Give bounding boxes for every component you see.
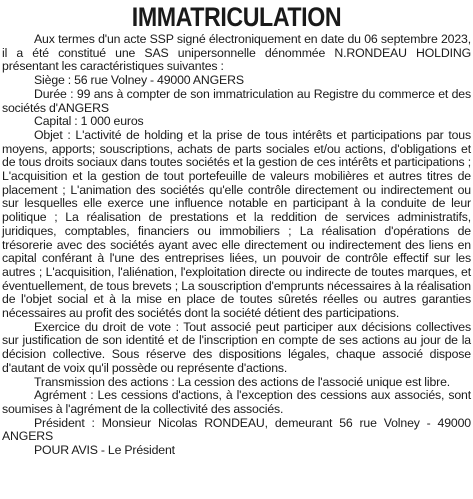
notice-body — [2, 33, 471, 458]
notice-paragraph-transmission: Transmission des actions : La cession des actions de l'associé unique est libre. — [34, 374, 451, 389]
legal-notice — [2, 2, 471, 458]
notice-paragraph-capital: Capital : 1 000 euros — [34, 114, 144, 129]
notice-paragraph-droit-de-vote: Exercice du droit de vote : Tout associé peut participer aux décisions collectives sur justification de son identité et de l'inscription en compte de ses actions au jour de la décision collective. Sous réserve des dispositions légales, chaque associé dispose d'autant de voix qu'il possède ou représente d'actions. — [2, 319, 471, 375]
notice-paragraph-siege: Siège : 56 rue Volney - 49000 ANGERS — [34, 73, 244, 88]
notice-paragraph-pour-avis: POUR AVIS - Le Président — [34, 443, 175, 458]
notice-paragraph-objet: Objet : L'activité de holding et la prise de tous intérêts et participations par tous moyens, apports; souscriptions, achats de parts sociales et/ou actions, d'obligations et de tous droits sociaux dans toutes sociétés et la gestion de ces intérêts et participations ; L'acquisition et la gestion de tout portefeuille de valeurs mobilières et autres titres de placement ; L'animation des sociétés qu'elle contrôle directement ou indirectement ou sur lesquelles elle exerce une influence notable en participant à la conduite de leur politique ; La réalisation de prestations et la reddition de services administratifs, juridiques, comptables, financiers ou immobiliers ; La réalisation d'opérations de trésorerie avec des sociétés ayant avec elle directement ou indirectement des liens en capital conférant à l'une des entreprises liées, un pouvoir de contrôle effectif sur les autres ; L'acquisition, l'aliénation, l'exploitation directe ou indirecte de toutes marques, et éventuellement, de tous brevets ; La souscription d'emprunts nécessaires à la réalisation de l'objet social et à la mise en place de toutes sûretés réelles ou autres garanties nécessaires au profit des sociétés dont la société détient des participations. — [2, 127, 471, 321]
notice-paragraph-agrement: Agrément : Les cessions d'actions, à l'exception des cessions aux associés, sont soumises à l'agrément de la collectivité des associés. — [2, 388, 471, 416]
notice-paragraph-president: Président : Monsieur Nicolas RONDEAU, demeurant 56 rue Volney - 49000 ANGERS — [2, 415, 471, 444]
notice-paragraph-constitution: Aux termes d'un acte SSP signé électroniquement en date du 06 septembre 2023, il a été constitué une SAS unipersonnelle dénommée N.RONDEAU HOLDING présentant les caractéristiques suivantes : — [2, 32, 471, 74]
notice-paragraph-duree: Durée : 99 ans à compter de son immatriculation au Registre du commerce et des sociétés d'ANGERS — [2, 86, 471, 115]
notice-title: IMMATRICULATION — [131, 2, 342, 32]
